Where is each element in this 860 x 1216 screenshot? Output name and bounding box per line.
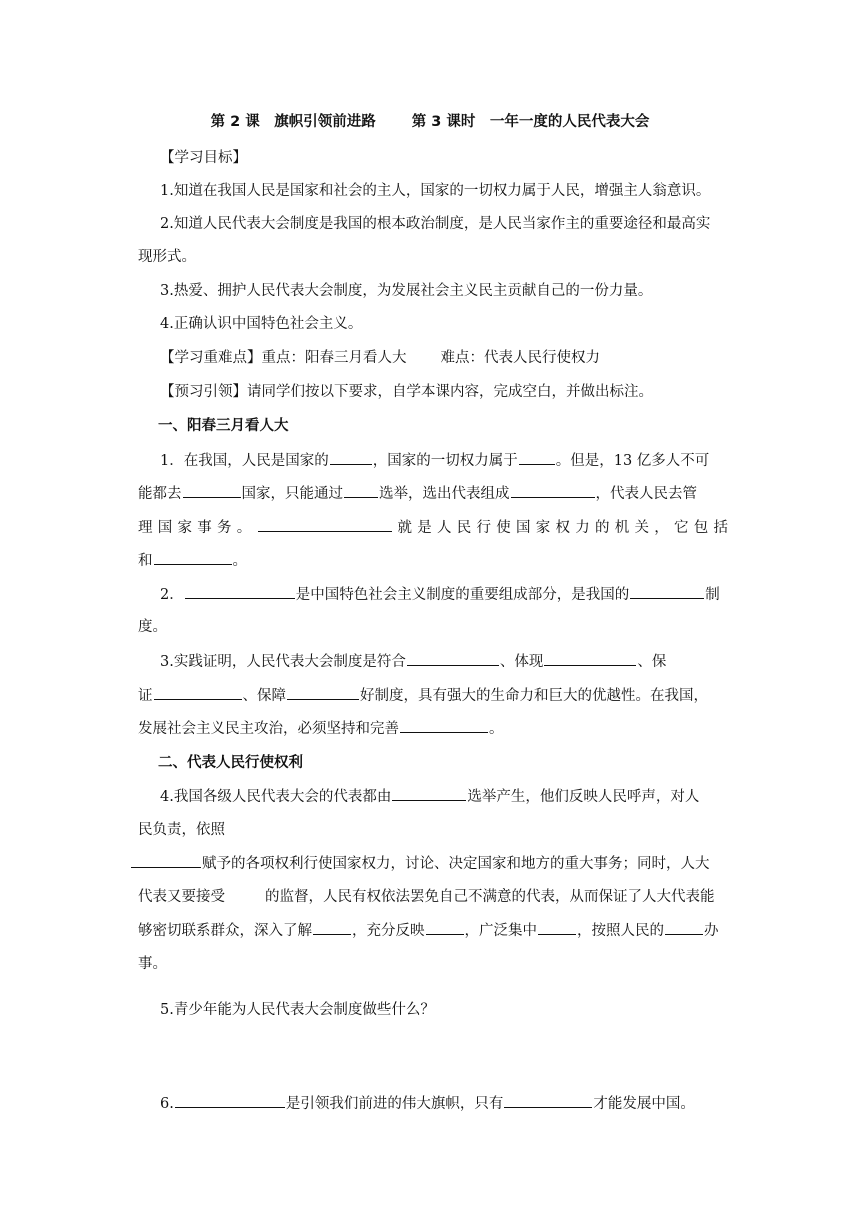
- answer-blank[interactable]: [287, 685, 359, 700]
- question-5: 5.青少年能为人民代表大会制度做些什么？: [160, 1002, 435, 1018]
- question-3-line: [138, 685, 708, 706]
- answer-blank[interactable]: [392, 786, 466, 801]
- question-4-line: [130, 853, 710, 874]
- q4-text: 的监督，人民有权依法罢免自己不满意的代表，从而保证了人大代表能: [265, 889, 715, 905]
- answer-blank[interactable]: [258, 517, 392, 532]
- difficult-points: 难点：代表人民行使权力: [440, 350, 600, 366]
- q4-text: 代表又要接受: [138, 889, 225, 905]
- answer-blank[interactable]: [400, 718, 488, 733]
- q4-text: 4.我国各级人民代表大会的代表都由: [160, 789, 392, 805]
- question-4-line: [138, 887, 715, 907]
- objective-item: 现形式。: [138, 249, 196, 265]
- objective-item: 4.正确认识中国特色社会主义。: [160, 316, 363, 332]
- question-1-line: [138, 517, 728, 538]
- question-2-line: 度。: [138, 619, 167, 635]
- question-1-line: [138, 483, 697, 504]
- objective-item: 1.知道在我国人民是国家和社会的主人，国家的一切权力属于人民，增强主人翁意识。: [160, 183, 711, 199]
- section-heading-1: 一、阳春三月看人大: [158, 418, 289, 434]
- q3-text: 、保: [637, 654, 667, 670]
- question-4-line: 事。: [138, 956, 167, 972]
- answer-blank[interactable]: [313, 920, 351, 935]
- q3-text: 、体现: [499, 654, 544, 670]
- answer-blank[interactable]: [185, 584, 295, 599]
- q3-text: 发展社会主义民主攻治，必须坚持和完善: [138, 721, 399, 737]
- answer-blank[interactable]: [544, 651, 636, 666]
- objectives-heading: 【学习目标】: [160, 150, 247, 166]
- q1-text: 和: [138, 553, 153, 569]
- answer-blank[interactable]: [154, 550, 232, 565]
- answer-blank[interactable]: [426, 920, 464, 935]
- q4-text: ，充分反映: [352, 923, 425, 939]
- answer-blank[interactable]: [131, 853, 201, 868]
- q6-text: 才能发展中国。: [593, 1096, 695, 1112]
- q1-text: 。: [232, 553, 247, 569]
- q3-text: 好制度，具有强大的生命力和巨大的优越性。在我国，: [360, 688, 708, 704]
- answer-blank[interactable]: [519, 450, 555, 465]
- q2-text: 是中国特色社会主义制度的重要组成部分，是我国的: [295, 587, 630, 603]
- q4-text: 办: [704, 923, 719, 939]
- q4-text: ，广泛集中: [464, 923, 537, 939]
- q4-text: ，按照人民的: [577, 923, 664, 939]
- q3-text: 。: [489, 721, 504, 737]
- q1-text: 就 是 人 民 行 使 国 家 权 力 的 机 关 ， 它 包 括: [397, 520, 729, 536]
- q4-text: 赋予的各项权利行使国家权力，讨论、决定国家和地方的重大事务；同时，人大: [202, 856, 710, 872]
- objective-item: 2.知道人民代表大会制度是我国的根本政治制度，是人民当家作主的重要途径和最高实: [160, 216, 711, 232]
- q3-text: 、保障: [242, 688, 286, 704]
- key-points: [160, 348, 600, 368]
- q2-text: 2．: [160, 587, 184, 603]
- q1-text: 。但是，13 亿多人不可: [555, 453, 710, 469]
- question-3-line: [138, 718, 504, 739]
- question-1-line: [160, 450, 709, 471]
- question-1-line: [138, 550, 247, 571]
- answer-blank[interactable]: [504, 1093, 592, 1108]
- answer-blank[interactable]: [407, 651, 499, 666]
- q1-text: 能都去: [138, 486, 182, 502]
- answer-blank[interactable]: [538, 920, 576, 935]
- question-6-line: [160, 1093, 695, 1114]
- q1-text: 理 国 家 事 务 。: [138, 520, 252, 536]
- preview-guide: 【预习引领】请同学们按以下要求，自学本课内容，完成空白，并做出标注。: [160, 384, 653, 400]
- answer-blank[interactable]: [183, 483, 241, 498]
- objective-item: 3.热爱、拥护人民代表大会制度，为发展社会主义民主贡献自己的一份力量。: [160, 283, 653, 299]
- period-title: 第 3 课时 一年一度的人民代表大会: [411, 114, 650, 130]
- q1-text: ，国家的一切权力属于: [372, 453, 518, 469]
- q4-text: 选举产生，他们反映人民呼声，对人: [467, 789, 700, 805]
- answer-blank[interactable]: [344, 483, 378, 498]
- question-4-line: [138, 920, 719, 941]
- q2-text: 制: [705, 587, 720, 603]
- q1-text: 1．在我国，人民是国家的: [160, 453, 329, 469]
- q3-text: 证: [138, 688, 153, 704]
- question-3-line: [160, 651, 666, 672]
- key-points-label: 【学习重难点】重点：阳春三月看人大: [160, 350, 407, 366]
- question-4-line: 民负责，依照: [138, 822, 225, 838]
- answer-blank[interactable]: [330, 450, 372, 465]
- section-heading-2: 二、代表人民行使权利: [158, 755, 303, 771]
- answer-blank[interactable]: [665, 920, 703, 935]
- answer-blank[interactable]: [511, 483, 595, 498]
- q1-text: 选举，选出代表组成: [379, 486, 510, 502]
- q4-text: 够密切联系群众，深入了解: [138, 923, 312, 939]
- q1-text: ，代表人民去管: [595, 486, 697, 502]
- q6-text: 是引领我们前进的伟大旗帜，只有: [285, 1096, 504, 1112]
- answer-blank[interactable]: [630, 584, 704, 599]
- q3-text: 3.实践证明，人民代表大会制度是符合: [160, 654, 406, 670]
- answer-blank[interactable]: [175, 1093, 285, 1108]
- q6-text: 6.: [160, 1096, 174, 1112]
- answer-blank[interactable]: [154, 685, 242, 700]
- question-2-line: [160, 584, 720, 605]
- question-4-line: [160, 786, 699, 807]
- lesson-title: 第 2 课 旗帜引领前进路: [210, 114, 376, 130]
- q1-text: 国家，只能通过: [241, 486, 343, 502]
- document-title: [0, 112, 860, 132]
